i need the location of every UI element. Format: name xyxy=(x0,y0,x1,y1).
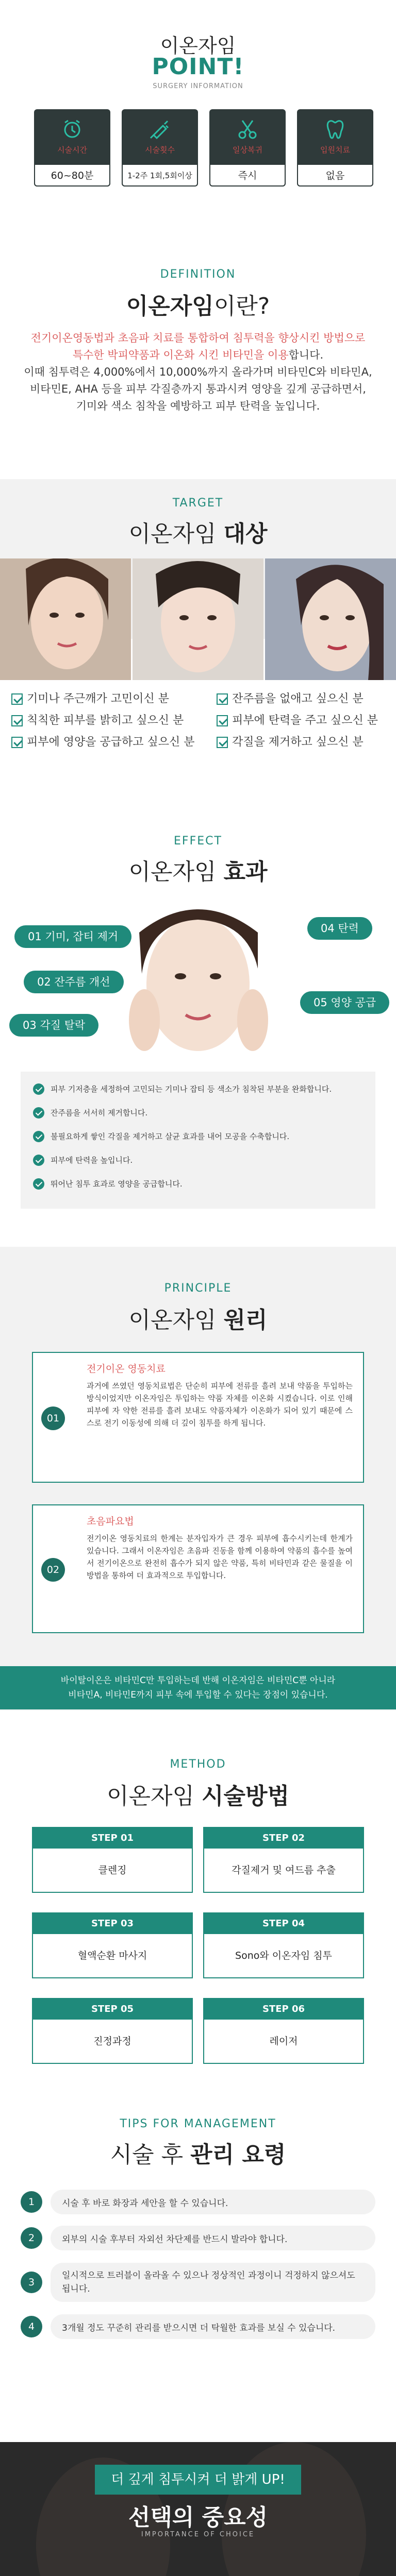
step-label: STEP 06 xyxy=(204,1999,363,2020)
definition-line: 이때 침투력은 4,000%에서 10,000%까지 올라가며 비타민C와 비타민A, xyxy=(24,366,372,378)
step-body: 각질제거 및 여드름 추출 xyxy=(232,1865,336,1876)
method-title-rest: 이온자임 xyxy=(106,1783,202,1809)
target-item-text: 각질을 제거하고 싶으신 분 xyxy=(232,736,364,749)
definition-line: 전기이온영동법과 초음파 치료를 통합하여 침투력을 향상시킨 방법으로 xyxy=(30,332,366,344)
step-label: STEP 03 xyxy=(33,1913,192,1934)
tip-row-3 xyxy=(21,2263,375,2302)
tip-row-1 xyxy=(21,2190,375,2214)
definition-line: 기미와 색소 침착을 예방하고 피부 탄력을 높입니다. xyxy=(76,400,320,412)
list-item xyxy=(33,1154,363,1166)
step-body: 레이저 xyxy=(269,2036,298,2047)
principle-summary-bar xyxy=(0,1666,396,1709)
effect-item-text: 뛰어난 침투 효과로 영양을 공급합니다. xyxy=(51,1179,183,1189)
target-item-text: 칙칙한 피부를 밝히고 싶으신 분 xyxy=(27,714,184,727)
definition-body xyxy=(18,330,378,415)
list-item xyxy=(33,1083,363,1095)
definition-line xyxy=(18,347,378,364)
tips-title-strong: 관리 요령 xyxy=(190,2142,286,2168)
effect-title-rest: 이온자임 xyxy=(128,859,224,885)
list-item xyxy=(33,1130,363,1143)
effect-pill-2: 02 잔주름 개선 xyxy=(24,971,124,993)
checkbox-icon xyxy=(11,693,23,705)
method-en-label: METHOD xyxy=(170,1758,226,1771)
step-label: STEP 04 xyxy=(204,1913,363,1934)
step-label: STEP 05 xyxy=(33,1999,192,2020)
method-title xyxy=(0,1777,396,1810)
target-photo-2 xyxy=(133,558,263,680)
list-item xyxy=(217,710,378,732)
effect-item-text: 피부에 탄력을 높입니다. xyxy=(51,1156,133,1165)
info-card-return xyxy=(209,109,286,187)
principle-text: 과거에 쓰였던 영동치료법은 단순히 피부에 전류를 흘려 보내 약품을 투입하는 방식이었지만 이온자임은 투입하는 약품 자체를 이온화 시켰습니다. 이로 인해 피부에 자 약한 전류를 흘려 보내도 약품자체가 이온화가 되어 있기 때문에 스스로 전기 이동성에 의해 더 깊이 침투를 하게 됩니다. xyxy=(87,1381,353,1428)
effect-pill-1: 01 기미, 잡티 제거 xyxy=(14,925,131,948)
tip-number: 1 xyxy=(21,2191,42,2213)
step-card-3 xyxy=(32,1912,193,1978)
tip-text: 시술 후 바로 화장과 세안을 할 수 있습니다. xyxy=(51,2190,375,2214)
check-circle-icon xyxy=(33,1178,44,1190)
principle-text: 전기이온 영동치료의 한계는 분자입자가 큰 경우 피부에 흡수시키는데 한계가 있습니다. 그래서 이온자임은 초음파 진동을 함께 이용하여 약품의 흡수를 높여서 전기이온으로 완전히 흡수가 되지 않은 약품, 특히 비타민과 같은 물질을 이 방법을 통하여 더 효과적으로 투입합니다. xyxy=(87,1534,353,1580)
target-title xyxy=(0,515,396,548)
principle-en-label: PRINCIPLE xyxy=(164,1282,232,1295)
target-photo-3 xyxy=(265,558,396,680)
importance-en-label: IMPORTANCE OF CHOICE xyxy=(141,2531,255,2538)
effect-en-label: EFFECT xyxy=(174,835,222,848)
effect-pill-4: 04 탄력 xyxy=(307,917,372,940)
principle-card-2 xyxy=(32,1504,364,1633)
checkbox-icon xyxy=(217,715,228,726)
step-card-4 xyxy=(203,1912,364,1978)
page-title: 이온자임 xyxy=(160,35,236,57)
target-item-text: 피부에 영양을 공급하고 싶으신 분 xyxy=(27,736,195,749)
effect-pill-5: 05 영양 공급 xyxy=(300,991,389,1014)
method-title-strong: 시술방법 xyxy=(202,1783,290,1809)
tip-text: 일시적으로 트러블이 올라올 수 있으나 정상적인 과정이니 걱정하지 않으셔도 됩니다. xyxy=(51,2263,375,2302)
principle-summary-line: 비타민A, 비타민E까지 피부 속에 투입할 수 있다는 장점이 있습니다. xyxy=(68,1690,328,1700)
step-body: Sono와 이온자임 침투 xyxy=(235,1950,332,1961)
info-card-count xyxy=(122,109,198,187)
scissors-icon xyxy=(235,116,260,141)
checkbox-icon xyxy=(217,693,228,705)
definition-title-rest: 이란? xyxy=(213,293,270,319)
info-label: 일상복귀 xyxy=(233,145,262,155)
principle-summary-line: 바이탈이온은 비타민C만 투입하는데 반해 이온자임은 비타민C뿐 아니라 xyxy=(60,1675,336,1686)
info-card-time xyxy=(34,109,110,187)
check-circle-icon xyxy=(33,1131,44,1142)
definition-title xyxy=(0,287,396,320)
syringe-icon xyxy=(147,116,172,141)
checkbox-icon xyxy=(11,737,23,748)
definition-line-end: 합니다. xyxy=(288,349,324,361)
tip-number: 3 xyxy=(21,2272,42,2293)
info-label: 시술횟수 xyxy=(145,145,175,155)
list-item xyxy=(217,732,378,753)
definition-line: 비타민E, AHA 등을 피부 각질층까지 통과시켜 영양을 깊게 공급하면서, xyxy=(30,383,366,395)
target-item-text: 잔주름을 없애고 싶으신 분 xyxy=(232,692,364,705)
principle-title-strong: 원리 xyxy=(223,1307,268,1333)
definition-en-label: DEFINITION xyxy=(160,268,236,281)
info-value: 즉시 xyxy=(209,165,286,187)
tip-row-2 xyxy=(21,2226,375,2250)
effect-item-text: 잔주름을 서서히 제거합니다. xyxy=(51,1108,148,1117)
target-item-text: 기미나 주근깨가 고민이신 분 xyxy=(27,692,170,705)
tooth-icon xyxy=(323,116,348,141)
list-item xyxy=(11,688,195,710)
list-item xyxy=(11,710,195,732)
principle-number: 02 xyxy=(41,1558,65,1582)
tip-number: 2 xyxy=(21,2227,42,2249)
page-title-point: POINT! xyxy=(152,54,244,80)
tips-title-rest: 시술 후 xyxy=(110,2142,191,2168)
target-en-label: TARGET xyxy=(172,497,224,510)
principle-title-rest: 이온자임 xyxy=(128,1307,224,1333)
importance-sub: 더 깊게 침투시켜 더 밝게 UP! xyxy=(111,2472,285,2487)
tips-title xyxy=(0,2136,396,2169)
list-item xyxy=(33,1178,363,1190)
checkbox-icon xyxy=(11,715,23,726)
step-label: STEP 01 xyxy=(33,1828,192,1849)
step-body: 혈액순환 마사지 xyxy=(77,1950,147,1961)
check-circle-icon xyxy=(33,1083,44,1095)
tips-en-label: TIPS FOR MANAGEMENT xyxy=(120,2117,276,2130)
list-item xyxy=(33,1107,363,1119)
info-card-hospital xyxy=(297,109,373,187)
surgery-info-label: SURGERY INFORMATION xyxy=(153,82,243,90)
effect-title-strong: 효과 xyxy=(223,859,268,885)
step-body: 클렌징 xyxy=(98,1865,127,1876)
principle-heading: 초음파요법 xyxy=(87,1516,134,1527)
importance-title: 선택의 중요성 xyxy=(128,2504,268,2531)
target-photo-1 xyxy=(0,558,131,680)
info-label: 시술시간 xyxy=(57,145,87,155)
list-item xyxy=(217,688,378,710)
info-value: 1-2주 1회,5회이상 xyxy=(122,165,198,187)
effect-list xyxy=(21,1072,375,1209)
alarm-clock-icon xyxy=(60,116,85,141)
principle-heading: 전기이온 영동치료 xyxy=(87,1363,166,1375)
step-card-5 xyxy=(32,1998,193,2064)
tip-number: 4 xyxy=(21,2316,42,2337)
effect-item-text: 피부 기저층을 세정하여 고민되는 기미나 잡티 등 색소가 침착된 부분을 완화합니다. xyxy=(51,1084,332,1094)
principle-number: 01 xyxy=(41,1406,65,1430)
step-card-1 xyxy=(32,1827,193,1893)
step-label: STEP 02 xyxy=(204,1828,363,1849)
tip-text: 외부의 시술 후부터 자외선 차단제를 반드시 발라야 합니다. xyxy=(51,2226,375,2250)
tip-text: 3개월 정도 꾸준히 관리를 받으시면 더 탁월한 효과를 보실 수 있습니다. xyxy=(51,2314,375,2339)
effect-model-photo xyxy=(103,891,293,1066)
target-list-right xyxy=(217,688,378,753)
check-circle-icon xyxy=(33,1107,44,1118)
step-body: 진정과정 xyxy=(93,2036,131,2047)
principle-card-1 xyxy=(32,1352,364,1483)
info-value: 없음 xyxy=(297,165,373,187)
effect-pill-3: 03 각질 탈락 xyxy=(9,1014,98,1037)
target-list-left xyxy=(11,688,195,753)
target-title-rest: 이온자임 xyxy=(128,521,224,547)
tip-row-4 xyxy=(21,2314,375,2339)
definition-highlight: 특수한 박피약품과 이온화 시킨 비타민을 이용 xyxy=(72,349,289,361)
check-circle-icon xyxy=(33,1155,44,1166)
definition-title-strong: 이온자임 xyxy=(126,293,214,319)
info-value: 60~80분 xyxy=(34,165,110,187)
effect-item-text: 불필요하게 쌓인 각질을 제거하고 살균 효과를 내어 모공을 수축합니다. xyxy=(51,1132,290,1141)
target-title-strong: 대상 xyxy=(223,521,268,547)
list-item xyxy=(11,732,195,753)
principle-title xyxy=(0,1301,396,1334)
target-item-text: 피부에 탄력을 주고 싶으신 분 xyxy=(232,714,378,727)
checkbox-icon xyxy=(217,737,228,748)
info-label: 입원치료 xyxy=(320,145,350,155)
step-card-6 xyxy=(203,1998,364,2064)
effect-title xyxy=(0,853,396,886)
step-card-2 xyxy=(203,1827,364,1893)
